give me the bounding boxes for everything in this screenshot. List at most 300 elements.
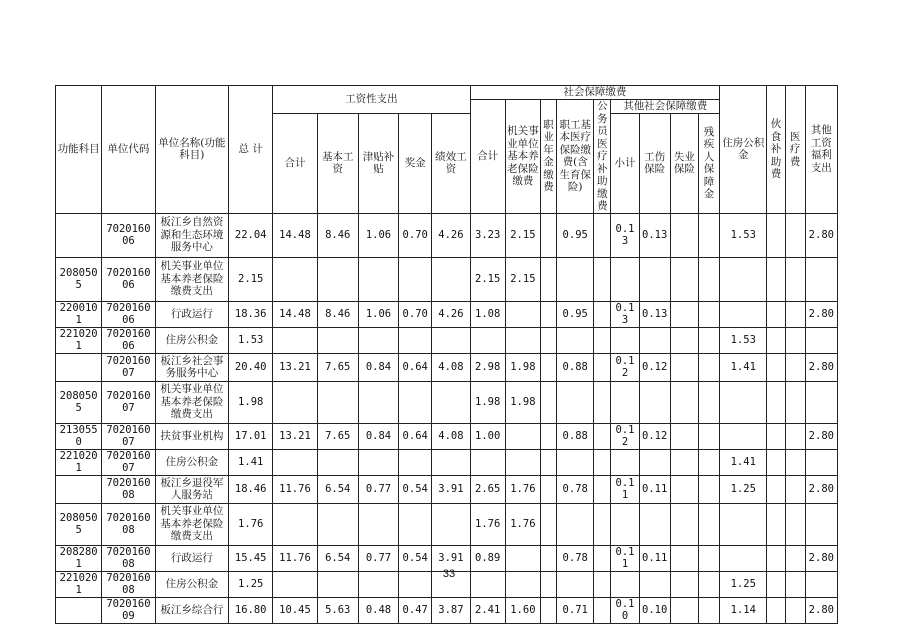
cell-me [557, 503, 594, 545]
cell-mf [785, 301, 805, 327]
table-row [56, 257, 838, 301]
cell-os: 0.12 [611, 353, 639, 381]
cell-ow: 2.80 [805, 545, 837, 571]
cell-f: 2082801 [56, 545, 102, 571]
table-row [56, 327, 838, 353]
cell-in: 0.12 [639, 423, 670, 449]
table-row [56, 503, 838, 545]
cell-ow: 2.80 [805, 423, 837, 449]
cell-al: 0.77 [358, 475, 398, 503]
cell-un [670, 381, 698, 423]
cell-ow [805, 503, 837, 545]
cell-di [698, 301, 719, 327]
cell-bw [317, 449, 358, 475]
cell-un [670, 353, 698, 381]
cell-pw: 4.26 [432, 301, 470, 327]
cell-bw: 6.54 [317, 475, 358, 503]
cell-u: 702016007 [102, 353, 155, 381]
cell-cm [594, 423, 611, 449]
cell-bw: 7.65 [317, 423, 358, 449]
cell-un [670, 449, 698, 475]
cell-ho: 1.25 [720, 571, 767, 597]
cell-un [670, 301, 698, 327]
cell-un [670, 503, 698, 545]
cell-ow: 2.80 [805, 597, 837, 623]
cell-ws: 11.76 [273, 475, 317, 503]
cell-ws: 13.21 [273, 423, 317, 449]
header-other-social-group: 其他社会保障缴费 [611, 100, 720, 114]
cell-os: 0.13 [611, 301, 639, 327]
cell-mf [785, 597, 805, 623]
cell-ws: 13.21 [273, 353, 317, 381]
cell-n: 板江乡退役军人服务站 [155, 475, 228, 503]
cell-u: 702016008 [102, 503, 155, 545]
cell-ss: 3.23 [470, 213, 505, 257]
cell-ho [720, 301, 767, 327]
cell-al [358, 257, 398, 301]
cell-bo [399, 381, 432, 423]
cell-t: 16.80 [229, 597, 273, 623]
cell-fo [767, 327, 785, 353]
cell-f [56, 597, 102, 623]
cell-me [557, 449, 594, 475]
cell-fo [767, 475, 785, 503]
table-row [56, 475, 838, 503]
cell-an [541, 327, 557, 353]
cell-u: 702016008 [102, 475, 155, 503]
cell-cm [594, 353, 611, 381]
cell-ow: 2.80 [805, 213, 837, 257]
cell-bo: 0.47 [399, 597, 432, 623]
cell-u: 702016008 [102, 545, 155, 571]
cell-an [541, 475, 557, 503]
cell-bw: 5.63 [317, 597, 358, 623]
cell-bo [399, 257, 432, 301]
cell-f: 2210201 [56, 449, 102, 475]
cell-mf [785, 503, 805, 545]
cell-ss: 1.00 [470, 423, 505, 449]
cell-bo: 0.54 [399, 475, 432, 503]
table-row [56, 353, 838, 381]
cell-cm [594, 257, 611, 301]
header-housing: 住房公积金 [720, 86, 767, 214]
cell-an [541, 423, 557, 449]
cell-t: 17.01 [229, 423, 273, 449]
cell-cm [594, 449, 611, 475]
cell-f [56, 213, 102, 257]
cell-di [698, 503, 719, 545]
table-row [56, 213, 838, 257]
cell-me: 0.95 [557, 301, 594, 327]
cell-ow: 2.80 [805, 301, 837, 327]
cell-bw: 8.46 [317, 301, 358, 327]
cell-pw: 4.08 [432, 353, 470, 381]
cell-in [639, 257, 670, 301]
cell-an [541, 597, 557, 623]
cell-un [670, 597, 698, 623]
cell-pe: 1.76 [505, 503, 540, 545]
cell-ss: 2.65 [470, 475, 505, 503]
cell-bo [399, 503, 432, 545]
cell-pe: 1.98 [505, 381, 540, 423]
cell-t: 1.76 [229, 503, 273, 545]
cell-bo: 0.70 [399, 301, 432, 327]
cell-di [698, 213, 719, 257]
cell-in: 0.11 [639, 545, 670, 571]
cell-di [698, 353, 719, 381]
cell-ws: 10.45 [273, 597, 317, 623]
header-medical: 职工基本医疗保险缴费(含生育保险) [557, 100, 594, 214]
cell-pe: 2.15 [505, 257, 540, 301]
table-row [56, 449, 838, 475]
cell-f: 2080505 [56, 503, 102, 545]
cell-an [541, 353, 557, 381]
cell-t: 20.40 [229, 353, 273, 381]
cell-os [611, 381, 639, 423]
page-number: 33 [442, 568, 456, 580]
cell-os: 0.10 [611, 597, 639, 623]
cell-ss: 2.98 [470, 353, 505, 381]
cell-me: 0.88 [557, 353, 594, 381]
cell-ho: 1.25 [720, 475, 767, 503]
cell-mf [785, 381, 805, 423]
cell-fo [767, 381, 785, 423]
cell-fo [767, 213, 785, 257]
cell-f: 2080505 [56, 381, 102, 423]
cell-al: 1.06 [358, 213, 398, 257]
cell-n: 扶贫事业机构 [155, 423, 228, 449]
cell-t: 2.15 [229, 257, 273, 301]
cell-ho: 1.41 [720, 353, 767, 381]
cell-ho [720, 381, 767, 423]
cell-un [670, 475, 698, 503]
table-row [56, 597, 838, 623]
cell-os: 0.12 [611, 423, 639, 449]
cell-pe [505, 423, 540, 449]
cell-bw [317, 327, 358, 353]
cell-ws [273, 257, 317, 301]
cell-pe [505, 301, 540, 327]
cell-di [698, 327, 719, 353]
cell-cm [594, 301, 611, 327]
cell-pe [505, 327, 540, 353]
cell-cm [594, 213, 611, 257]
cell-fo [767, 449, 785, 475]
header-func-code: 功能科目 [56, 86, 102, 214]
cell-t: 22.04 [229, 213, 273, 257]
cell-al: 0.77 [358, 545, 398, 571]
cell-in [639, 381, 670, 423]
cell-ho: 1.53 [720, 327, 767, 353]
cell-pe: 1.60 [505, 597, 540, 623]
header-wage-group: 工资性支出 [273, 86, 470, 114]
cell-al: 0.84 [358, 353, 398, 381]
header-injury: 工伤保险 [639, 114, 670, 213]
cell-fo [767, 423, 785, 449]
cell-n: 行政运行 [155, 545, 228, 571]
cell-pw: 4.08 [432, 423, 470, 449]
cell-f: 2080505 [56, 257, 102, 301]
cell-al: 0.48 [358, 597, 398, 623]
cell-ow [805, 327, 837, 353]
cell-me: 0.95 [557, 213, 594, 257]
cell-fo [767, 597, 785, 623]
cell-ws: 11.76 [273, 545, 317, 571]
cell-os [611, 449, 639, 475]
cell-bo: 0.70 [399, 213, 432, 257]
header-wage-sum: 合计 [273, 114, 317, 213]
cell-bo [399, 449, 432, 475]
cell-cm [594, 381, 611, 423]
header-civil-medical: 公务员医疗补助缴费 [594, 100, 611, 214]
cell-an [541, 449, 557, 475]
cell-pe: 1.98 [505, 353, 540, 381]
cell-in: 0.10 [639, 597, 670, 623]
cell-ss: 1.98 [470, 381, 505, 423]
cell-pw: 3.91 [432, 475, 470, 503]
cell-t: 18.36 [229, 301, 273, 327]
cell-f [56, 353, 102, 381]
cell-me: 0.71 [557, 597, 594, 623]
cell-ws [273, 381, 317, 423]
cell-di [698, 597, 719, 623]
cell-n: 住房公积金 [155, 449, 228, 475]
cell-an [541, 257, 557, 301]
header-unit-name: 单位名称(功能科目) [155, 86, 228, 214]
cell-pe: 1.76 [505, 475, 540, 503]
cell-in: 0.11 [639, 475, 670, 503]
cell-ws [273, 449, 317, 475]
cell-in: 0.13 [639, 213, 670, 257]
cell-un [670, 213, 698, 257]
cell-mf [785, 257, 805, 301]
cell-u: 702016009 [102, 597, 155, 623]
cell-pw [432, 257, 470, 301]
cell-ss: 2.15 [470, 257, 505, 301]
cell-os [611, 503, 639, 545]
cell-os: 0.11 [611, 545, 639, 571]
cell-t: 15.45 [229, 545, 273, 571]
cell-os [611, 327, 639, 353]
cell-pw [432, 449, 470, 475]
cell-al: 0.84 [358, 423, 398, 449]
cell-ws [273, 327, 317, 353]
cell-os: 0.11 [611, 475, 639, 503]
cell-ho [720, 503, 767, 545]
cell-ws [273, 503, 317, 545]
cell-f [56, 475, 102, 503]
cell-ss: 2.41 [470, 597, 505, 623]
budget-table [55, 85, 838, 624]
cell-in: 0.13 [639, 301, 670, 327]
cell-un [670, 327, 698, 353]
cell-pw [432, 503, 470, 545]
table-row [56, 381, 838, 423]
cell-mf [785, 213, 805, 257]
cell-ws: 14.48 [273, 301, 317, 327]
cell-un [670, 257, 698, 301]
cell-pw: 4.26 [432, 213, 470, 257]
cell-n: 板江乡自然资源和生态环境服务中心 [155, 213, 228, 257]
cell-al [358, 381, 398, 423]
cell-in [639, 449, 670, 475]
cell-pe [505, 449, 540, 475]
header-medical-fee: 医疗费 [785, 86, 805, 214]
header-allowance: 津贴补贴 [358, 114, 398, 213]
cell-n: 住房公积金 [155, 327, 228, 353]
cell-in [639, 327, 670, 353]
cell-n: 板江乡社会事务服务中心 [155, 353, 228, 381]
cell-ow [805, 257, 837, 301]
cell-t: 1.25 [229, 571, 273, 597]
header-other-welfare: 其他工资福利支出 [805, 86, 837, 214]
cell-n: 住房公积金 [155, 571, 228, 597]
cell-n: 行政运行 [155, 301, 228, 327]
cell-u: 702016006 [102, 301, 155, 327]
cell-in [639, 503, 670, 545]
cell-ho: 1.41 [720, 449, 767, 475]
cell-mf [785, 327, 805, 353]
cell-di [698, 381, 719, 423]
header-food: 伙食补助费 [767, 86, 785, 214]
header-perf-wage: 绩效工资 [432, 114, 470, 213]
cell-os [611, 257, 639, 301]
cell-fo [767, 301, 785, 327]
cell-t: 18.46 [229, 475, 273, 503]
cell-an [541, 381, 557, 423]
cell-u: 702016007 [102, 423, 155, 449]
cell-ow: 2.80 [805, 475, 837, 503]
cell-cm [594, 503, 611, 545]
cell-bw [317, 381, 358, 423]
cell-t: 1.41 [229, 449, 273, 475]
cell-t: 1.98 [229, 381, 273, 423]
cell-ho: 1.53 [720, 213, 767, 257]
cell-pw [432, 327, 470, 353]
cell-ws: 14.48 [273, 213, 317, 257]
header-disabled: 残疾人保障金 [698, 114, 719, 213]
cell-f: 2210201 [56, 571, 102, 597]
cell-os: 0.13 [611, 213, 639, 257]
cell-n: 板江乡综合行 [155, 597, 228, 623]
table-row [56, 301, 838, 327]
cell-pw: 3.91 [432, 545, 470, 571]
cell-fo [767, 503, 785, 545]
header-bonus: 奖金 [399, 114, 432, 213]
cell-in: 0.12 [639, 353, 670, 381]
cell-bw: 7.65 [317, 353, 358, 381]
cell-bo: 0.64 [399, 353, 432, 381]
cell-ss [470, 449, 505, 475]
cell-n: 机关事业单位基本养老保险缴费支出 [155, 503, 228, 545]
header-unit-code: 单位代码 [102, 86, 155, 214]
cell-u: 702016007 [102, 381, 155, 423]
cell-fo [767, 257, 785, 301]
cell-u: 702016008 [102, 571, 155, 597]
cell-f: 2200101 [56, 301, 102, 327]
cell-me: 0.78 [557, 475, 594, 503]
cell-an [541, 213, 557, 257]
cell-di [698, 257, 719, 301]
header-social-group: 社会保障缴费 [470, 86, 720, 100]
cell-mf [785, 449, 805, 475]
header-social-sum: 合计 [470, 100, 505, 214]
header-annuity: 职业年金缴费 [541, 100, 557, 214]
cell-ss: 1.08 [470, 301, 505, 327]
header-pension: 机关事业单位基本养老保险缴费 [505, 100, 540, 214]
cell-ow [805, 449, 837, 475]
cell-cm [594, 597, 611, 623]
header-total: 总 计 [229, 86, 273, 214]
cell-u: 702016007 [102, 449, 155, 475]
cell-di [698, 475, 719, 503]
cell-bw: 6.54 [317, 545, 358, 571]
header-other-sum: 小计 [611, 114, 639, 213]
cell-me [557, 381, 594, 423]
cell-me [557, 257, 594, 301]
cell-mf [785, 353, 805, 381]
cell-me: 0.88 [557, 423, 594, 449]
cell-u: 702016006 [102, 257, 155, 301]
cell-bo [399, 327, 432, 353]
cell-ho: 1.14 [720, 597, 767, 623]
cell-al [358, 449, 398, 475]
cell-f: 2210201 [56, 327, 102, 353]
cell-ss [470, 327, 505, 353]
cell-an [541, 503, 557, 545]
table-body [56, 213, 838, 623]
header-unemployment: 失业保险 [670, 114, 698, 213]
cell-pw [432, 381, 470, 423]
header-basic-wage: 基本工资 [317, 114, 358, 213]
cell-u: 702016006 [102, 213, 155, 257]
cell-al [358, 327, 398, 353]
cell-ow: 2.80 [805, 353, 837, 381]
cell-cm [594, 475, 611, 503]
cell-ss: 0.89 [470, 545, 505, 571]
cell-f: 2130550 [56, 423, 102, 449]
cell-ss: 1.76 [470, 503, 505, 545]
cell-ho [720, 257, 767, 301]
cell-mf [785, 423, 805, 449]
cell-cm [594, 327, 611, 353]
cell-bw [317, 503, 358, 545]
cell-fo [767, 353, 785, 381]
cell-di [698, 449, 719, 475]
cell-al: 1.06 [358, 301, 398, 327]
cell-t: 1.53 [229, 327, 273, 353]
cell-ow [805, 381, 837, 423]
cell-ho [720, 423, 767, 449]
table-row [56, 423, 838, 449]
cell-me [557, 327, 594, 353]
cell-bw [317, 257, 358, 301]
cell-an [541, 301, 557, 327]
cell-u: 702016006 [102, 327, 155, 353]
cell-di [698, 423, 719, 449]
cell-bo: 0.64 [399, 423, 432, 449]
cell-bw: 8.46 [317, 213, 358, 257]
cell-n: 机关事业单位基本养老保险缴费支出 [155, 381, 228, 423]
cell-un [670, 423, 698, 449]
cell-bo: 0.54 [399, 545, 432, 571]
cell-n: 机关事业单位基本养老保险缴费支出 [155, 257, 228, 301]
cell-pw: 3.87 [432, 597, 470, 623]
cell-me: 0.78 [557, 545, 594, 571]
cell-pe: 2.15 [505, 213, 540, 257]
cell-al [358, 503, 398, 545]
cell-mf [785, 475, 805, 503]
